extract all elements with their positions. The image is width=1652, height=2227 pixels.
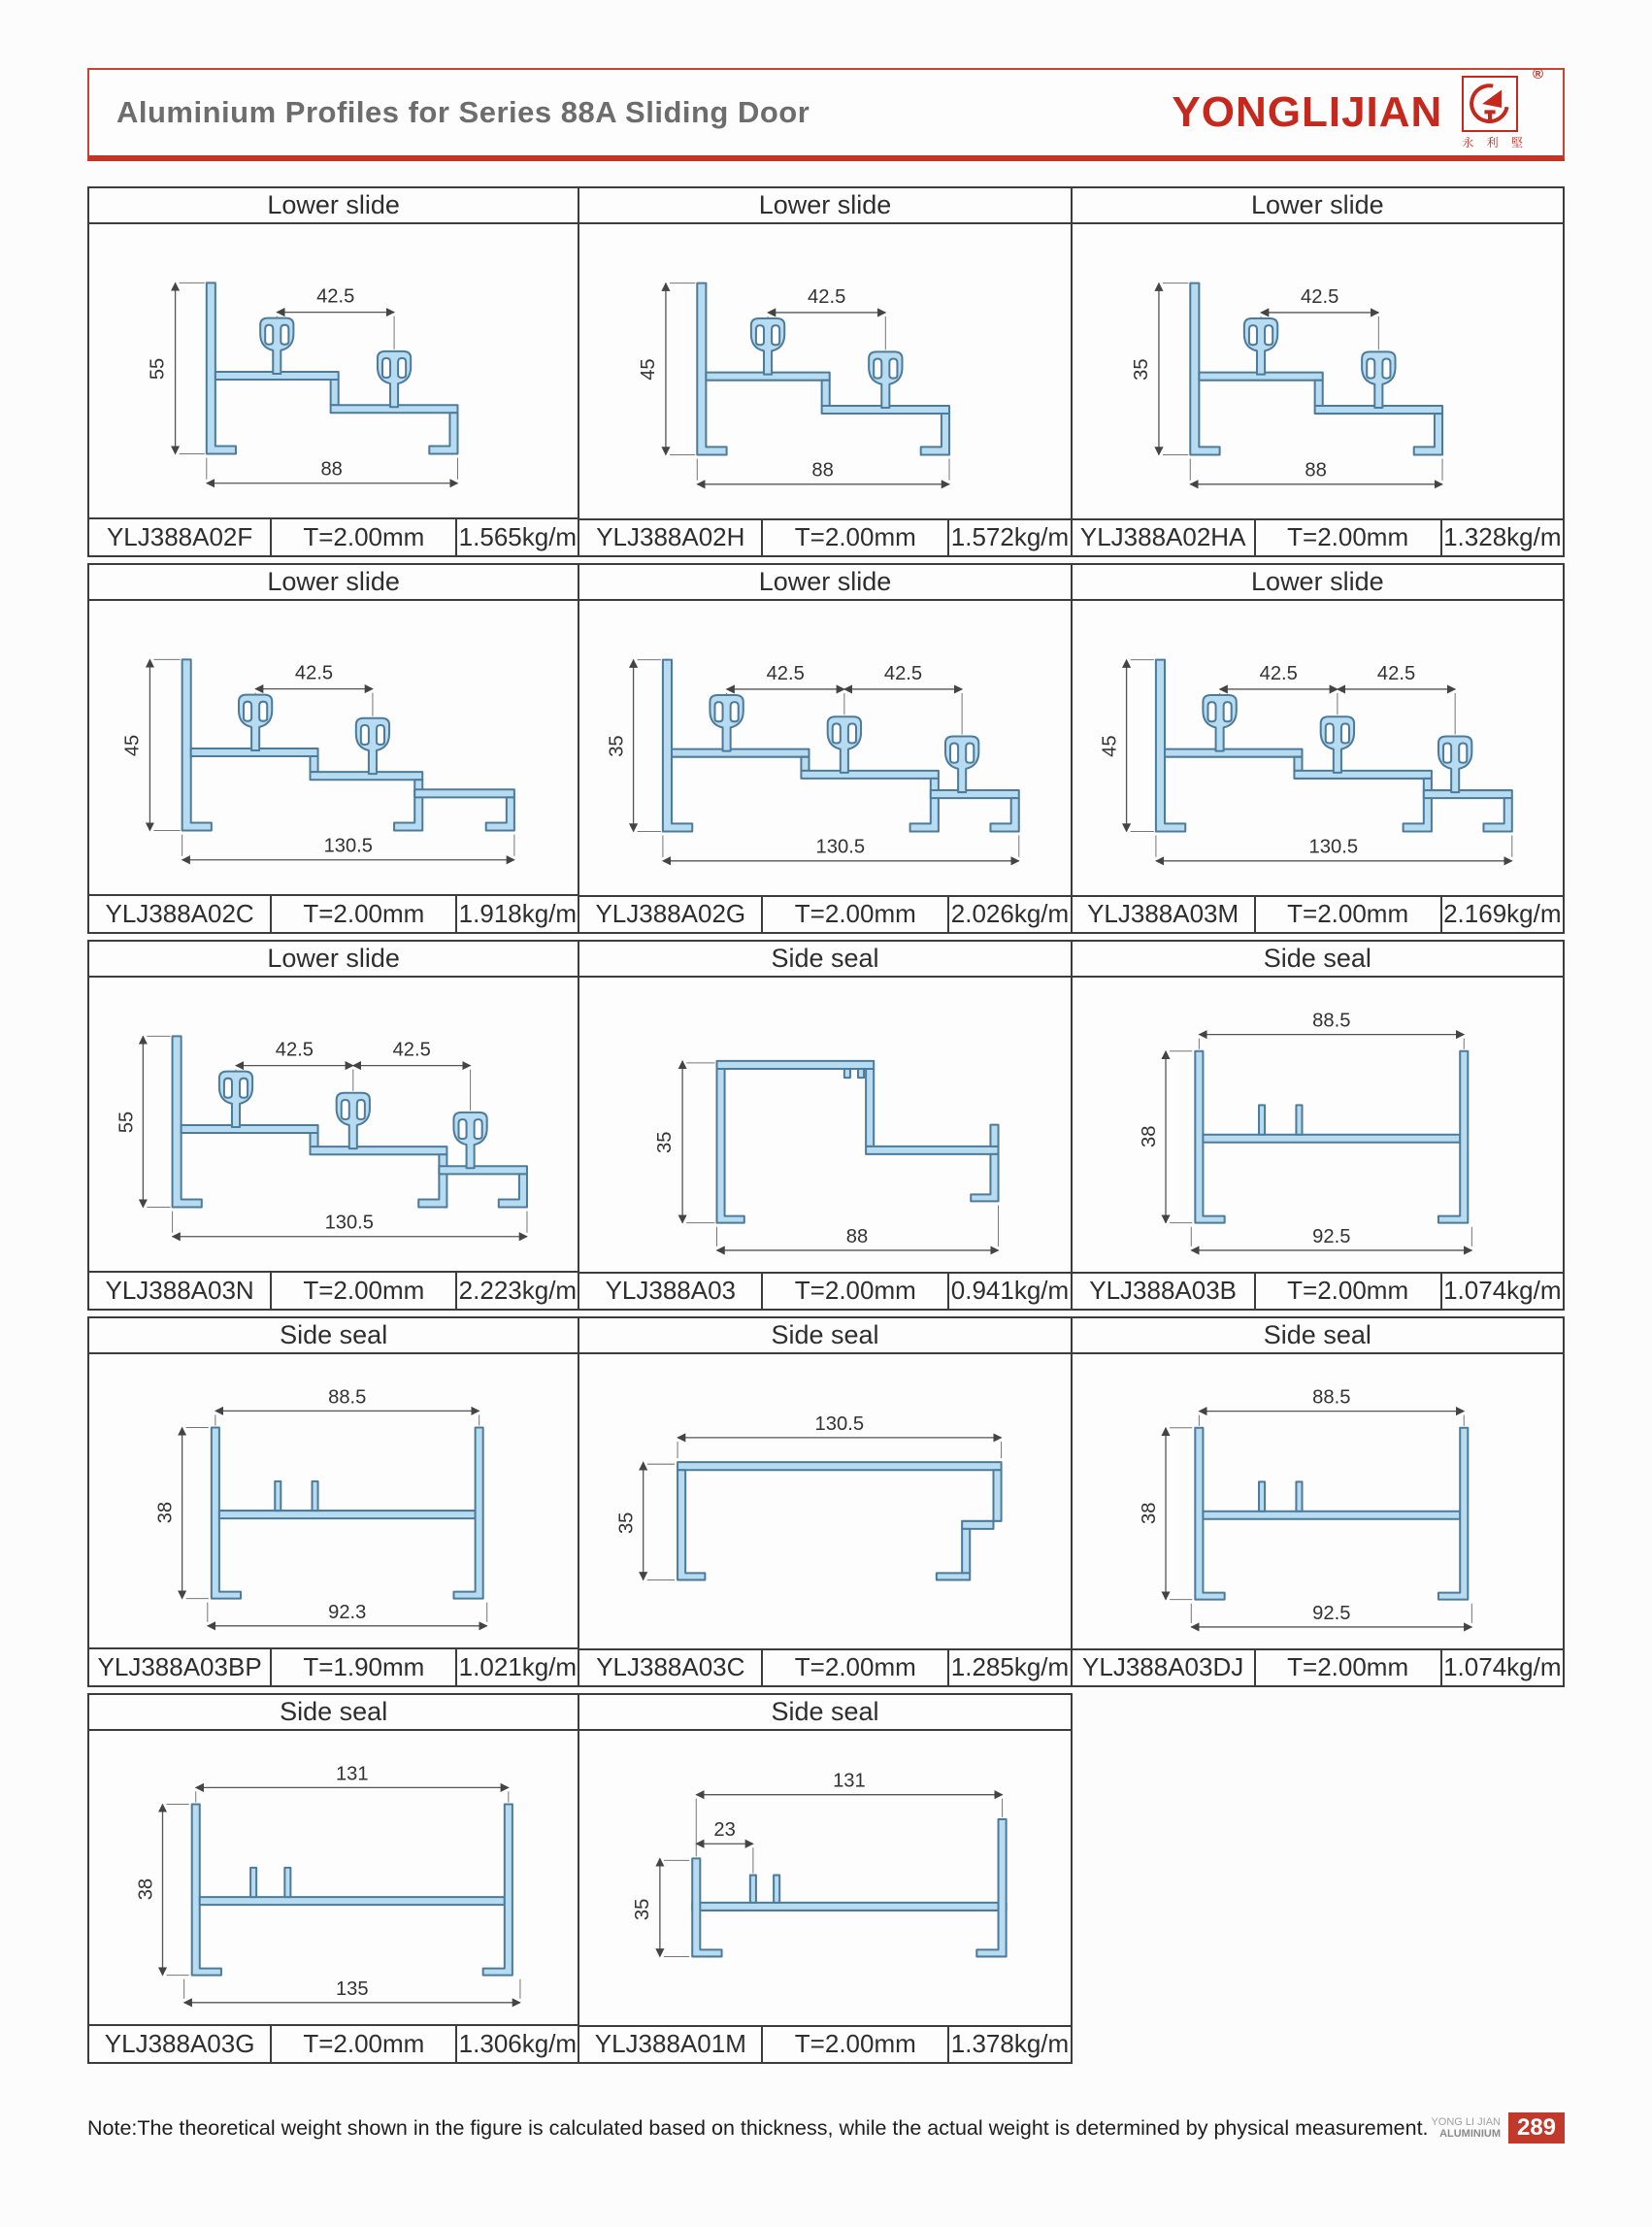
profile-weight: 1.021kg/m bbox=[455, 1649, 578, 1685]
dim-bottom-label: 92.3 bbox=[328, 1601, 367, 1623]
profile-weight: 1.378kg/m bbox=[947, 2027, 1070, 2062]
profile-drawing bbox=[579, 224, 1070, 518]
profile-code: YLJ388A02C bbox=[105, 899, 254, 929]
page-footer bbox=[87, 2116, 1565, 2144]
profile-drawing bbox=[579, 601, 1070, 895]
profile-code: YLJ388A03C bbox=[596, 1652, 745, 1682]
dim-left-label: 35 bbox=[615, 1512, 638, 1534]
dim-bottom-label: 88 bbox=[846, 1225, 869, 1247]
profile-info-row bbox=[89, 517, 578, 555]
profile-category: Side seal bbox=[1073, 1318, 1563, 1354]
profile-info-row bbox=[1073, 518, 1563, 555]
dim-top-label: 42.5 bbox=[316, 285, 355, 308]
grid-row-1 bbox=[87, 186, 1565, 557]
dim-left-label: 45 bbox=[638, 357, 660, 381]
profile-thickness: T=2.00mm bbox=[761, 1650, 947, 1685]
grid-row-2 bbox=[87, 563, 1565, 934]
profile-code: YLJ388A01M bbox=[594, 2029, 746, 2059]
brand-logo bbox=[1462, 76, 1518, 132]
dim-top-label: 130.5 bbox=[814, 1413, 865, 1435]
profile-category: Side seal bbox=[89, 1318, 578, 1354]
dim-bottom-label: 88 bbox=[320, 458, 343, 481]
profile-weight: 1.306kg/m bbox=[455, 2026, 578, 2062]
profile-card bbox=[579, 1693, 1072, 2064]
profile-card bbox=[87, 940, 579, 1311]
dim-left-label: 55 bbox=[147, 357, 169, 381]
dim-inner-label: 23 bbox=[713, 1818, 737, 1841]
dim-bottom-label: 130.5 bbox=[1308, 836, 1358, 858]
profile-weight: 1.285kg/m bbox=[947, 1650, 1070, 1685]
dim-top2-label: 42.5 bbox=[392, 1039, 431, 1061]
profile-drawing bbox=[89, 601, 578, 894]
profile-drawing bbox=[89, 1731, 578, 2024]
dim-left-label: 38 bbox=[154, 1502, 177, 1524]
profile-code: YLJ388A03G bbox=[104, 2029, 255, 2059]
profile-code: YLJ388A02G bbox=[595, 899, 746, 929]
profile-category: Side seal bbox=[579, 1318, 1070, 1354]
profile-card bbox=[579, 1316, 1072, 1687]
profile-drawing bbox=[1073, 224, 1563, 518]
profile-category: Side seal bbox=[89, 1695, 578, 1731]
profile-drawing bbox=[89, 224, 578, 517]
dim-top-label: 42.5 bbox=[1300, 285, 1339, 308]
dim-left-label: 45 bbox=[1099, 734, 1121, 757]
profile-weight: 2.026kg/m bbox=[947, 897, 1070, 932]
profile-drawing bbox=[579, 1731, 1070, 2025]
profile-category: Lower slide bbox=[579, 188, 1070, 224]
dim-left-label: 35 bbox=[654, 1131, 677, 1153]
profile-category: Lower slide bbox=[1073, 565, 1563, 601]
profile-card bbox=[87, 1316, 579, 1687]
profile-code: YLJ388A03M bbox=[1087, 899, 1239, 929]
profile-weight: 2.169kg/m bbox=[1440, 897, 1563, 932]
dim-top-label: 88.5 bbox=[1311, 1010, 1351, 1032]
profile-card bbox=[1073, 563, 1565, 934]
dim-top-label: 88.5 bbox=[328, 1386, 367, 1409]
profile-thickness: T=2.00mm bbox=[270, 896, 455, 932]
profile-drawing bbox=[89, 1354, 578, 1647]
profile-info-row bbox=[1073, 895, 1563, 932]
profile-category: Side seal bbox=[1073, 942, 1563, 978]
dim-top2-label: 42.5 bbox=[884, 662, 923, 684]
profile-thickness: T=2.00mm bbox=[761, 897, 947, 932]
dim-top-label: 88.5 bbox=[1311, 1386, 1351, 1409]
profile-drawing bbox=[1073, 1354, 1563, 1648]
profile-category: Lower slide bbox=[579, 565, 1070, 601]
dim-top-label: 131 bbox=[833, 1770, 867, 1792]
dim-left-label: 55 bbox=[116, 1111, 138, 1134]
profile-card bbox=[87, 563, 579, 934]
profile-weight: 1.565kg/m bbox=[455, 519, 578, 555]
profile-drawing bbox=[89, 978, 578, 1271]
profile-card bbox=[1073, 940, 1565, 1311]
profile-thickness: T=2.00mm bbox=[1254, 1650, 1440, 1685]
profile-code: YLJ388A03B bbox=[1089, 1276, 1238, 1306]
profile-code: YLJ388A03N bbox=[105, 1276, 254, 1306]
dim-top-label: 42.5 bbox=[808, 285, 846, 308]
profile-code: YLJ388A03BP bbox=[97, 1652, 262, 1682]
profile-info-row bbox=[579, 895, 1070, 932]
profile-thickness: T=2.00mm bbox=[270, 1273, 455, 1309]
profile-card bbox=[87, 186, 579, 557]
profile-info-row bbox=[89, 1647, 578, 1685]
dim-top2-label: 42.5 bbox=[1376, 662, 1415, 684]
footnote: Note:The theoretical weight shown in the figure is calculated based on thickness, while the actual weight is determined by physical measurement. bbox=[87, 2116, 1429, 2140]
profile-info-row bbox=[579, 2025, 1070, 2062]
profile-thickness: T=2.00mm bbox=[761, 1274, 947, 1309]
brand-logo-icon bbox=[1467, 81, 1513, 127]
dim-left-label: 35 bbox=[1130, 357, 1152, 381]
profile-card bbox=[1073, 1316, 1565, 1687]
profile-drawing bbox=[1073, 978, 1563, 1272]
brand-logo-wrap bbox=[1462, 65, 1543, 150]
profile-code: YLJ388A02F bbox=[106, 522, 253, 552]
page-title: Aluminium Profiles for Series 88A Sliding Door bbox=[116, 95, 810, 129]
dim-top-label: 42.5 bbox=[275, 1039, 314, 1061]
page-header bbox=[87, 65, 1565, 161]
footer-brand-line1: YONG LI JIAN bbox=[1431, 2115, 1501, 2128]
profile-info-row bbox=[579, 518, 1070, 555]
profile-card bbox=[1073, 186, 1565, 557]
dim-bottom-label: 135 bbox=[336, 1978, 369, 2000]
profile-info-row bbox=[579, 1648, 1070, 1685]
profile-weight: 1.328kg/m bbox=[1440, 520, 1563, 555]
profile-weight: 1.074kg/m bbox=[1440, 1274, 1563, 1309]
profile-info-row bbox=[1073, 1648, 1563, 1685]
profile-weight: 1.572kg/m bbox=[947, 520, 1070, 555]
dim-top-label: 42.5 bbox=[294, 662, 334, 684]
profile-category: Lower slide bbox=[89, 565, 578, 601]
profile-thickness: T=2.00mm bbox=[1254, 897, 1440, 932]
profile-card bbox=[579, 940, 1072, 1311]
grid-row-5 bbox=[87, 1693, 1565, 2064]
profile-card bbox=[87, 1693, 579, 2064]
profile-category: Lower slide bbox=[1073, 188, 1563, 224]
dim-bottom-label: 88 bbox=[811, 459, 835, 482]
profile-weight: 1.074kg/m bbox=[1440, 1650, 1563, 1685]
brand-wordmark: YONGLIJIAN bbox=[1172, 88, 1443, 136]
dim-bottom-label: 92.5 bbox=[1311, 1225, 1351, 1247]
profile-code: YLJ388A03DJ bbox=[1082, 1652, 1244, 1682]
profile-category: Side seal bbox=[579, 1695, 1070, 1731]
dim-bottom-label: 130.5 bbox=[323, 835, 373, 857]
grid-empty-slot bbox=[1073, 1693, 1565, 2064]
page-number: 289 bbox=[1508, 2112, 1565, 2144]
profile-info-row bbox=[89, 894, 578, 932]
dim-top-label: 42.5 bbox=[1259, 662, 1298, 684]
profile-grid bbox=[87, 186, 1565, 2064]
footer-brand-line2: ALUMINIUM bbox=[1439, 2128, 1501, 2140]
profile-card bbox=[579, 186, 1072, 557]
profile-thickness: T=2.00mm bbox=[761, 520, 947, 555]
profile-drawing bbox=[579, 978, 1070, 1272]
profile-drawing bbox=[579, 1354, 1070, 1648]
dim-left-label: 38 bbox=[1138, 1125, 1160, 1147]
profile-thickness: T=2.00mm bbox=[1254, 1274, 1440, 1309]
brand-block bbox=[1172, 65, 1543, 150]
dim-left-label: 35 bbox=[632, 1898, 654, 1920]
profile-drawing bbox=[1073, 601, 1563, 895]
page-badge bbox=[1431, 2112, 1565, 2144]
profile-thickness: T=2.00mm bbox=[270, 2026, 455, 2062]
profile-category: Lower slide bbox=[89, 942, 578, 978]
profile-weight: 2.223kg/m bbox=[455, 1273, 578, 1309]
dim-bottom-label: 130.5 bbox=[815, 836, 866, 858]
profile-category: Lower slide bbox=[89, 188, 578, 224]
profile-thickness: T=1.90mm bbox=[270, 1649, 455, 1685]
dim-bottom-label: 92.5 bbox=[1311, 1602, 1351, 1624]
profile-info-row bbox=[579, 1272, 1070, 1309]
profile-code: YLJ388A02HA bbox=[1079, 522, 1246, 552]
profile-code: YLJ388A03 bbox=[605, 1276, 737, 1306]
dim-left-label: 38 bbox=[1138, 1502, 1160, 1524]
dim-top-label: 42.5 bbox=[766, 662, 806, 684]
profile-code: YLJ388A02H bbox=[596, 522, 745, 552]
profile-weight: 0.941kg/m bbox=[947, 1274, 1070, 1309]
footer-brand bbox=[1431, 2116, 1501, 2140]
profile-card bbox=[579, 563, 1072, 934]
profile-thickness: T=2.00mm bbox=[270, 519, 455, 555]
brand-chinese: 永 利 堅 bbox=[1462, 135, 1528, 150]
grid-row-3 bbox=[87, 940, 1565, 1311]
profile-category: Side seal bbox=[579, 942, 1070, 978]
dim-top-label: 131 bbox=[336, 1763, 369, 1785]
profile-info-row bbox=[1073, 1272, 1563, 1309]
dim-bottom-label: 88 bbox=[1305, 459, 1327, 482]
dim-bottom-label: 130.5 bbox=[324, 1212, 374, 1234]
profile-weight: 1.918kg/m bbox=[455, 896, 578, 932]
profile-thickness: T=2.00mm bbox=[761, 2027, 947, 2062]
dim-left-label: 35 bbox=[606, 734, 628, 757]
profile-info-row bbox=[89, 2024, 578, 2062]
dim-left-label: 38 bbox=[135, 1878, 157, 1901]
registered-mark: ® bbox=[1532, 65, 1543, 83]
profile-thickness: T=2.00mm bbox=[1254, 520, 1440, 555]
dim-left-label: 45 bbox=[121, 734, 144, 757]
profile-info-row bbox=[89, 1271, 578, 1309]
grid-row-4 bbox=[87, 1316, 1565, 1687]
